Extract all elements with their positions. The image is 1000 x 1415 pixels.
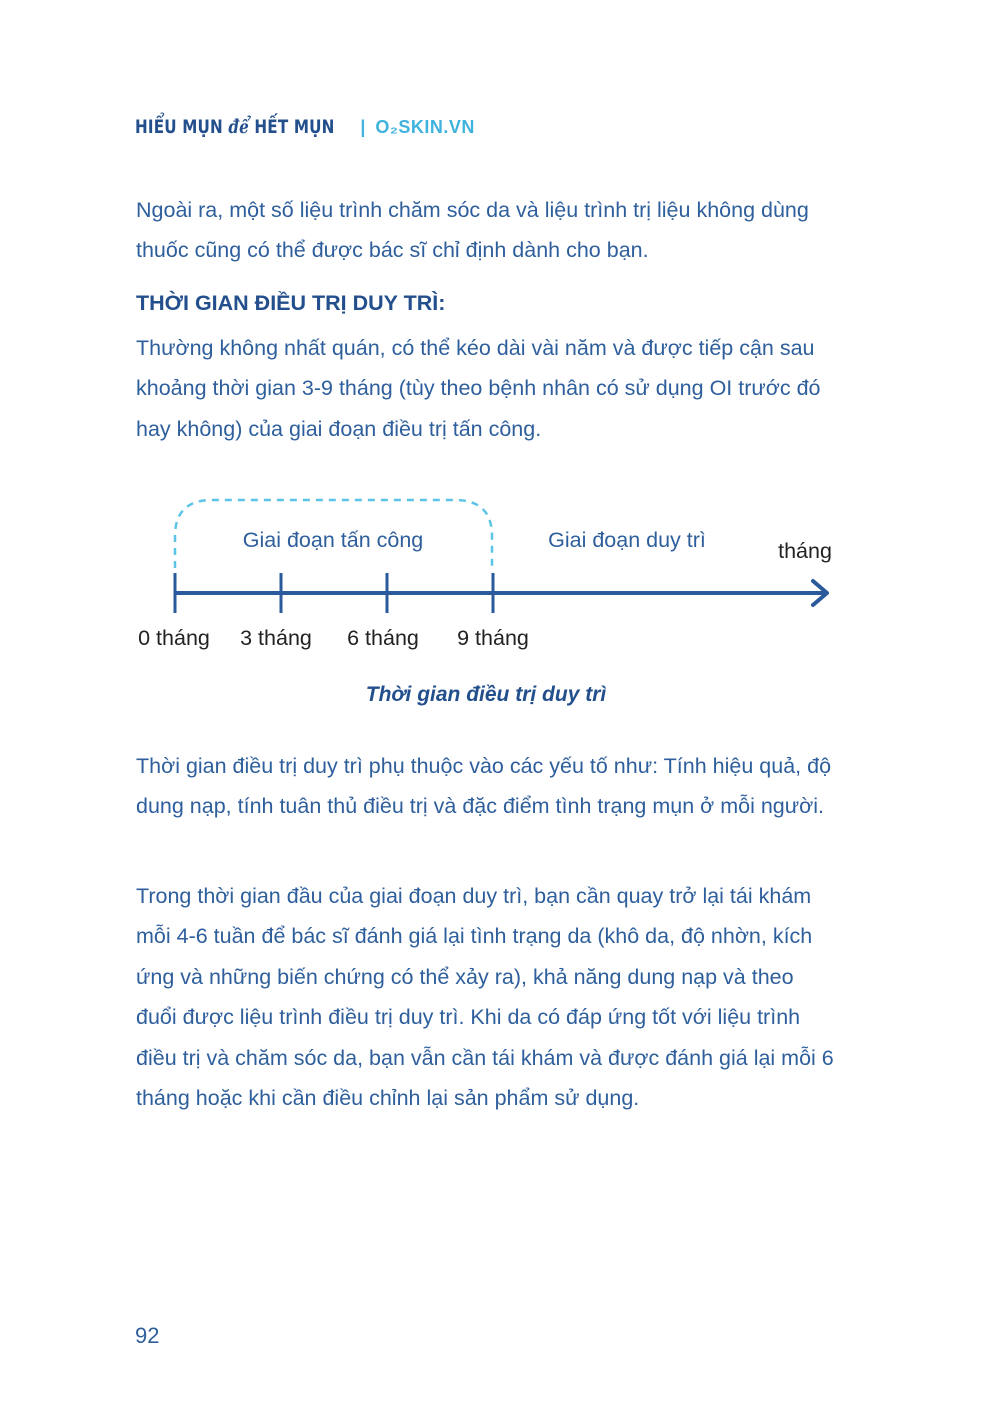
figure-caption: Thời gian điều trị duy trì xyxy=(365,683,607,706)
section-paragraph: Thường không nhất quán, có thể kéo dài vài năm và được tiếp cận sau khoảng thời gian 3-9 tháng (tùy theo bệnh nhân có sử dụng OI trước đó hay không) của giai đoạn điều trị tấn công. xyxy=(136,336,821,441)
section-heading: THỜI GIAN ĐIỀU TRỊ DUY TRÌ: xyxy=(136,291,446,315)
header-separator: | xyxy=(360,117,366,137)
book-title-de: để xyxy=(228,116,249,138)
paragraph-duration-factors: Thời gian điều trị duy trì phụ thuộc vào các yếu tố như: Tính hiệu quả, độ dung nạp, tính tuân thủ điều trị và đặc điểm tình trạng mụn ở mỗi người. xyxy=(136,754,832,819)
timeline-diagram xyxy=(0,0,1000,680)
paragraph-follow-up: Trong thời gian đầu của giai đoạn duy trì, bạn cần quay trở lại tái khám mỗi 4-6 tuần để bác sĩ đánh giá lại tình trạng da (khô da, độ nhờn, kích ứng và những biến chứng có thể xảy ra), khả năng dung nạp và theo đuổi được liệu trình điều trị duy trì. Khi da có đáp ứng tốt với liệu trình điều trị và chăm sóc da, bạn vẫn cần tái khám và được đánh giá lại mỗi 6 tháng hoặc khi cần điều chỉnh lại sản phẩm sử dụng. xyxy=(136,884,834,1111)
attack-phase-label: Giai đoạn tấn công xyxy=(242,528,424,552)
intro-paragraph: Ngoài ra, một số liệu trình chăm sóc da và liệu trình trị liệu không dùng thuốc cũng có thể được bác sĩ chỉ định dành cho bạn. xyxy=(136,198,809,263)
axis-unit-label: tháng xyxy=(778,539,832,563)
tick-label-6: 6 tháng xyxy=(347,626,419,650)
tick-label-0: 0 tháng xyxy=(138,626,210,650)
book-title-part1: HIỂU MỤN xyxy=(135,116,223,138)
maintenance-phase-label: Giai đoạn duy trì xyxy=(548,528,706,552)
tick-label-9: 9 tháng xyxy=(457,626,529,650)
tick-label-3: 3 tháng xyxy=(240,626,312,650)
book-title-part2: HẾT MỤN xyxy=(254,116,335,138)
site-name: O₂SKIN.VN xyxy=(375,117,475,137)
page-number: 92 xyxy=(135,1323,160,1348)
